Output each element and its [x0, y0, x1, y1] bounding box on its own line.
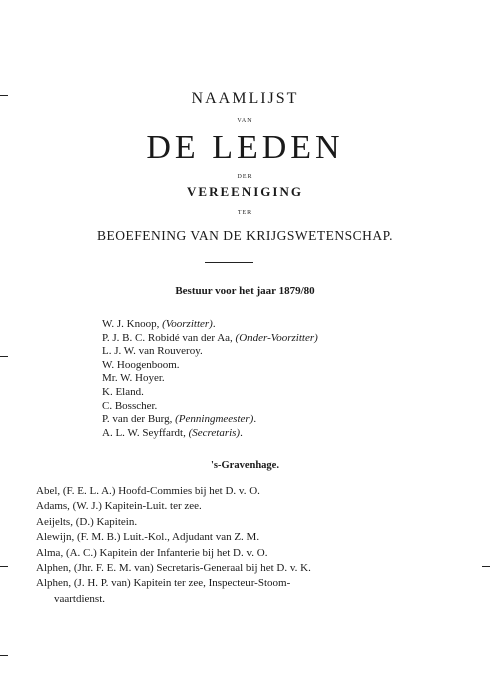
list-item: Alma, (A. C.) Kapitein der Infanterie bij het D. v. O. [36, 546, 268, 559]
bestuur-member: W. Hoogenboom. [102, 358, 180, 371]
title-de-leden: DE LEDEN [146, 129, 344, 166]
city-heading: 's-Gravenhage. [211, 460, 279, 471]
list-item: Adams, (W. J.) Kapitein-Luit. ter zee. [36, 500, 202, 513]
bestuur-heading: Bestuur voor het jaar 1879/80 [175, 285, 315, 297]
member-list [36, 484, 311, 607]
list-item: Alewijn, (F. M. B.) Luit.-Kol., Adjudant van Z. M. [36, 531, 260, 544]
bestuur-member: L. J. W. van Rouveroy. [102, 345, 203, 358]
list-item: Aeijelts, (D.) Kapitein. [36, 515, 138, 528]
title-ter: TER [237, 210, 253, 216]
bestuur-member: P. van der Burg, (Penningmeester). [102, 413, 257, 426]
divider-rule [205, 262, 253, 263]
margin-tick-mark [482, 566, 490, 567]
title-naamlijst: NAAMLIJST [191, 90, 299, 107]
list-item-continuation: vaartdienst. [54, 592, 106, 605]
bestuur-member: P. J. B. C. Robidé van der Aa, (Onder-Voorzitter) [102, 331, 318, 344]
title-van: VAN [237, 118, 253, 124]
bestuur-list [102, 318, 318, 440]
bestuur-member: A. L. W. Seyffardt, (Secretaris). [102, 426, 243, 439]
subtitle: BEOEFENING VAN DE KRIJGSWETENSCHAP. [96, 228, 394, 243]
margin-tick-mark [0, 356, 8, 357]
title-vereeniging: VEREENIGING [187, 184, 303, 199]
bestuur-member: Mr. W. Hoyer. [102, 372, 165, 385]
title-der: DER [237, 174, 253, 180]
bestuur-member: C. Bosscher. [102, 399, 158, 412]
margin-tick-mark [0, 566, 8, 567]
list-item: Alphen, (J. H. P. van) Kapitein ter zee, Inspecteur-Stoom- [36, 577, 291, 590]
list-item: Alphen, (Jhr. F. E. M. van) Secretaris-Generaal bij het D. v. K. [36, 562, 311, 575]
bestuur-member: W. J. Knoop, (Voorzitter). [102, 318, 216, 330]
margin-tick-mark [0, 655, 8, 656]
list-item: Abel, (F. E. L. A.) Hoofd-Commies bij het D. v. O. [36, 485, 260, 497]
bestuur-member: K. Eland. [102, 385, 144, 398]
